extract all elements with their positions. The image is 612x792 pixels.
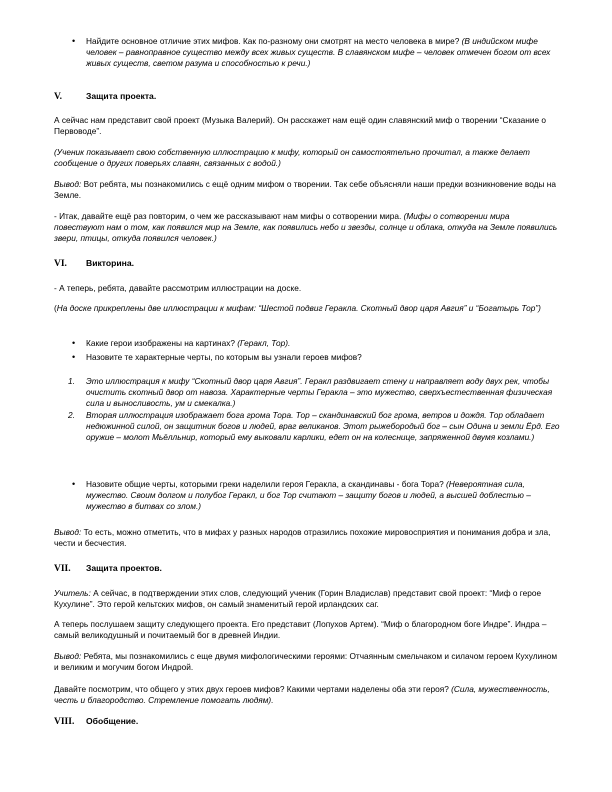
paragraph: - А теперь, ребята, давайте рассмотрим иллюстрации на доске. <box>54 283 302 293</box>
paragraph-board-note: (На доске прикреплены две иллюстрации к мифам: “Шестой подвиг Геракла. Скотный двор царя Авгия” и “Богатырь Тор”) <box>54 303 541 313</box>
bullet-item-common-traits: • Назовите общие черты, которыми греки наделили героя Геракла, а скандинавы - бога Тора? (Невероятная сила, мужество. Своим долгом и полубог Геракл, и бог Тор считают – защиту богов и людей, а высшей доблестью – мужество в битвах со злом.) <box>86 479 560 512</box>
paragraph-conclusion: Вывод: Вот ребята, мы познакомились с ещё одним мифом о творении. Так себе объясняли наши предки возникновение воды на Земле. <box>54 179 556 200</box>
paragraph: А теперь послушаем защиту следующего проекта. Его представит (Лопухов Артем). “Миф о благородном боге Индре”. Индра – самый великодушный и почитаемый бог в древней Индии. <box>54 619 547 640</box>
numbered-item-1: 1. Это иллюстрация к мифу “Скотный двор царя Авгия”. Геракл раздвигает стену и направляет воду двух рек, чтобы очистить скотный двор от навоза. Характерные черты Геракла – это мужество, сверхъестественная физическая сила и выносливость, ум и смекалка.) <box>68 376 553 408</box>
paragraph-summary: - Итак, давайте ещё раз повторим, о чем же рассказывают нам мифы о сотворении мира. (Мифы о сотворении мира повествуют нам о том, как появился мир на Земле, как появились небо и звезды, солнце и облака, откуда на Земле появились звери, птицы, откуда появился человек.) <box>54 211 558 243</box>
paragraph-italic: (Ученик показывает свою собственную иллюстрацию к мифу, который он самостоятельно прочитал, а также делает сообщение о других поверьях славян, связанных с водой.) <box>54 147 530 168</box>
bullet-item-traits: • Назовите те характерные черты, по которым вы узнали героев мифов? <box>86 352 560 363</box>
section-heading-vi <box>54 258 134 270</box>
section-title: Защита проектов. <box>86 563 162 573</box>
section-title: Защита проекта. <box>86 91 157 101</box>
section-number: VI. <box>54 259 67 269</box>
paragraph-conclusion: Вывод: Ребята, мы познакомились с еще двумя мифологическими героями: Отчаянным смельчаком и силачом героем Кухулином и великим и могучим богом Индрой. <box>54 651 558 672</box>
section-heading-viii <box>54 716 138 728</box>
section-number: VII. <box>54 564 71 574</box>
paragraph: А сейчас нам представит свой проект (Музыка Валерий). Он расскажет нам ещё один славянский миф о творении “Сказание о Первоводе”. <box>54 115 547 136</box>
section-title: Викторина. <box>86 258 135 268</box>
paragraph-question: Давайте посмотрим, что общего у этих двух героев мифов? Какими чертами наделены оба эти героя? (Сила, мужественность, честь и благородство. Стремление помогать людям). <box>54 684 550 705</box>
bullet-item-heroes: • Какие герои изображены на картинах? (Геракл, Тор). <box>86 338 560 349</box>
section-number: VIII. <box>54 717 75 727</box>
section-heading-vii <box>54 563 162 575</box>
paragraph-conclusion: Вывод: То есть, можно отметить, что в мифах у разных народов отразились похожие мировосприятия и понимания добра и зла, чести и бесчестия. <box>54 527 551 548</box>
bullet-item-myth-difference: • Найдите основное отличие этих мифов. Как по-разному они смотрят на место человека в мире? (В индийском мифе человек – равноправное существо между всех живых существ. В славянском мифе – человек отмечен богом от всех живых существ, светом разума и способностью к речи.) <box>86 36 560 69</box>
paragraph-teacher: Учитель: А сейчас, в подтверждении этих слов, следующий ученик (Горин Владислав) представит свой проект: “Миф о герое Кухулине”. Это герой кельтских мифов, он самый знаменитый герой ирландских саг. <box>54 588 542 609</box>
section-number: V. <box>54 92 63 102</box>
section-heading-v <box>54 91 156 103</box>
numbered-item-2: 2. Вторая иллюстрация изображает бога грома Тора. Тор – скандинавский бог грома, ветров и дождя. Тор обладает недюжинной силой, он защитник богов и людей, враг великанов. Этот рыжебородый бог – сын Одина и земли Ёрд. Его оружие – молот Мьёлльнир, который ему выковали карлики, едет он на колеснице, запряженной двумя козлами.) <box>68 410 560 442</box>
section-title: Обобщение. <box>86 716 139 726</box>
